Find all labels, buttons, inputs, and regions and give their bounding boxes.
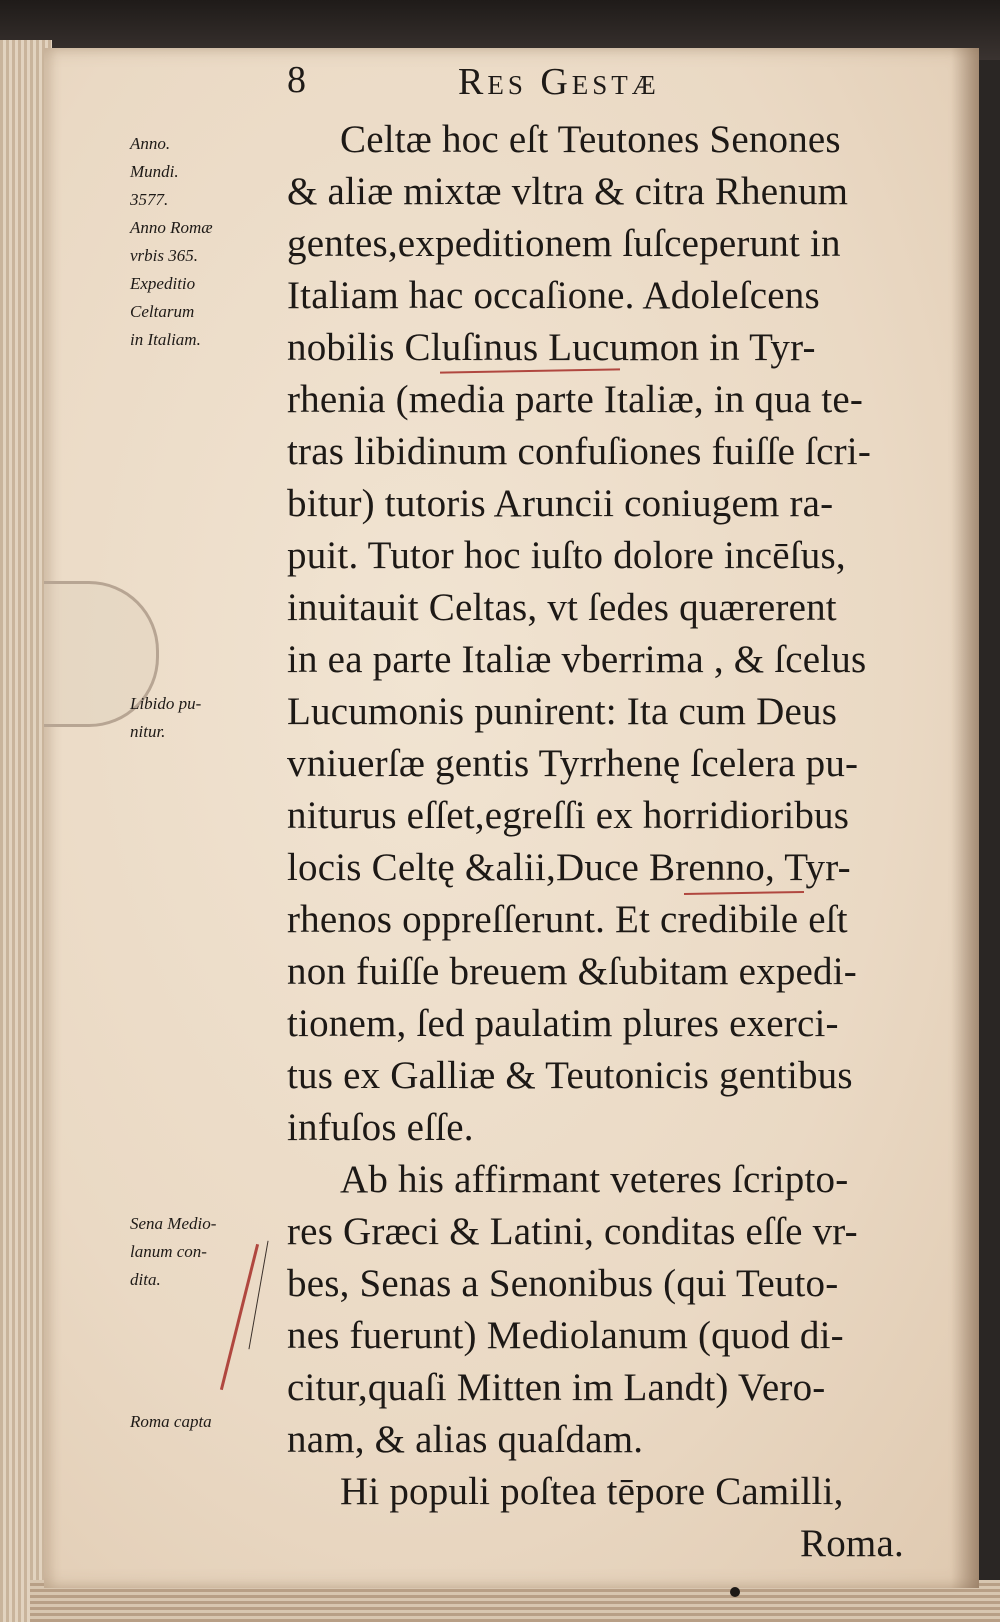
text-line: & aliæ mixtæ vltra & citra Rhenum <box>287 170 849 213</box>
text-line: nam, & alias quaſdam. <box>287 1418 644 1461</box>
text-line: bitur) tutoris Aruncii coniugem ra- <box>287 482 834 525</box>
margin-note-line: Celtarum <box>130 302 195 321</box>
margin-note-line: Mundi. <box>130 162 179 181</box>
margin-note-line: vrbis 365. <box>130 246 198 265</box>
text-line: Ab his affirmant veteres ſcripto- <box>340 1158 849 1201</box>
margin-note-sena-mediolanum <box>130 1210 216 1294</box>
text-line: nes fuerunt) Mediolanum (quod di- <box>287 1314 844 1357</box>
page-header <box>0 58 1000 118</box>
margin-note-line: Anno Romæ <box>130 218 213 237</box>
page-number: 8 <box>287 59 306 101</box>
text-line: Hi populi poſtea tēpore Camilli, <box>340 1470 844 1513</box>
text-line: vniuerſæ gentis Tyrrhenę ſcelera pu- <box>287 742 859 785</box>
margin-note-line: lanum con- <box>130 1242 207 1261</box>
text-line: inuitauit Celtas, vt ſedes quærerent <box>287 586 837 629</box>
text-line: locis Celtę &alii,Duce Brenno, Tyr- <box>287 846 851 889</box>
margin-note-line: Sena Medio- <box>130 1214 217 1233</box>
margin-note-line: in Italiam. <box>130 330 201 349</box>
page-gutter-shadow <box>951 48 979 1588</box>
text-line: niturus eſſet,egreſſi ex horridioribus <box>287 794 850 837</box>
margin-note-line: Libido pu- <box>130 694 202 713</box>
text-line: citur,quaſi Mitten im Landt) Vero- <box>287 1366 826 1409</box>
margin-note-roma-capta <box>130 1408 212 1436</box>
text-line: tus ex Galliæ & Teutonicis gentibus <box>287 1054 853 1097</box>
margin-note-line: dita. <box>130 1270 161 1289</box>
catchword: Roma. <box>800 1522 904 1565</box>
margin-note-libido <box>130 690 201 746</box>
text-line: rhenos oppreſſerunt. Et credibile eſt <box>287 898 848 941</box>
margin-note-line: Expeditio <box>130 274 196 293</box>
ink-dot <box>730 1587 740 1597</box>
text-line: Italiam hac occaſione. Adoleſcens <box>287 274 820 317</box>
text-line: tras libidinum confuſiones fuiſſe ſcri- <box>287 430 872 473</box>
text-line: Lucumonis punirent: Ita cum Deus <box>287 690 838 733</box>
text-line: gentes,expeditionem ſuſceperunt in <box>287 222 841 265</box>
text-line: non fuiſſe breuem &ſubitam expedi- <box>287 950 857 993</box>
text-line: puit. Tutor hoc iuſto dolore incēſus, <box>287 534 846 577</box>
text-line: tionem, ſed paulatim plures exerci- <box>287 1002 839 1045</box>
text-line: nobilis Cluſinus Lucumon in Tyr- <box>287 326 816 369</box>
margin-note-line: Anno. <box>130 134 171 153</box>
running-head: Res Gestæ <box>458 61 660 103</box>
margin-note-anno-mundi <box>130 130 213 354</box>
text-line: res Græci & Latini, conditas eſſe vr- <box>287 1210 858 1253</box>
text-line: rhenia (media parte Italiæ, in qua te- <box>287 378 864 421</box>
text-line: Celtæ hoc eſt Teutones Senones <box>340 118 841 161</box>
margin-note-line: Roma capta <box>130 1412 212 1431</box>
margin-note-line: 3577. <box>130 190 169 209</box>
text-line: bes, Senas a Senonibus (qui Teuto- <box>287 1262 839 1305</box>
text-line: infuſos eſſe. <box>287 1106 474 1149</box>
text-line: in ea parte Italiæ vberrima , & ſcelus <box>287 638 867 681</box>
margin-note-line: nitur. <box>130 722 166 741</box>
